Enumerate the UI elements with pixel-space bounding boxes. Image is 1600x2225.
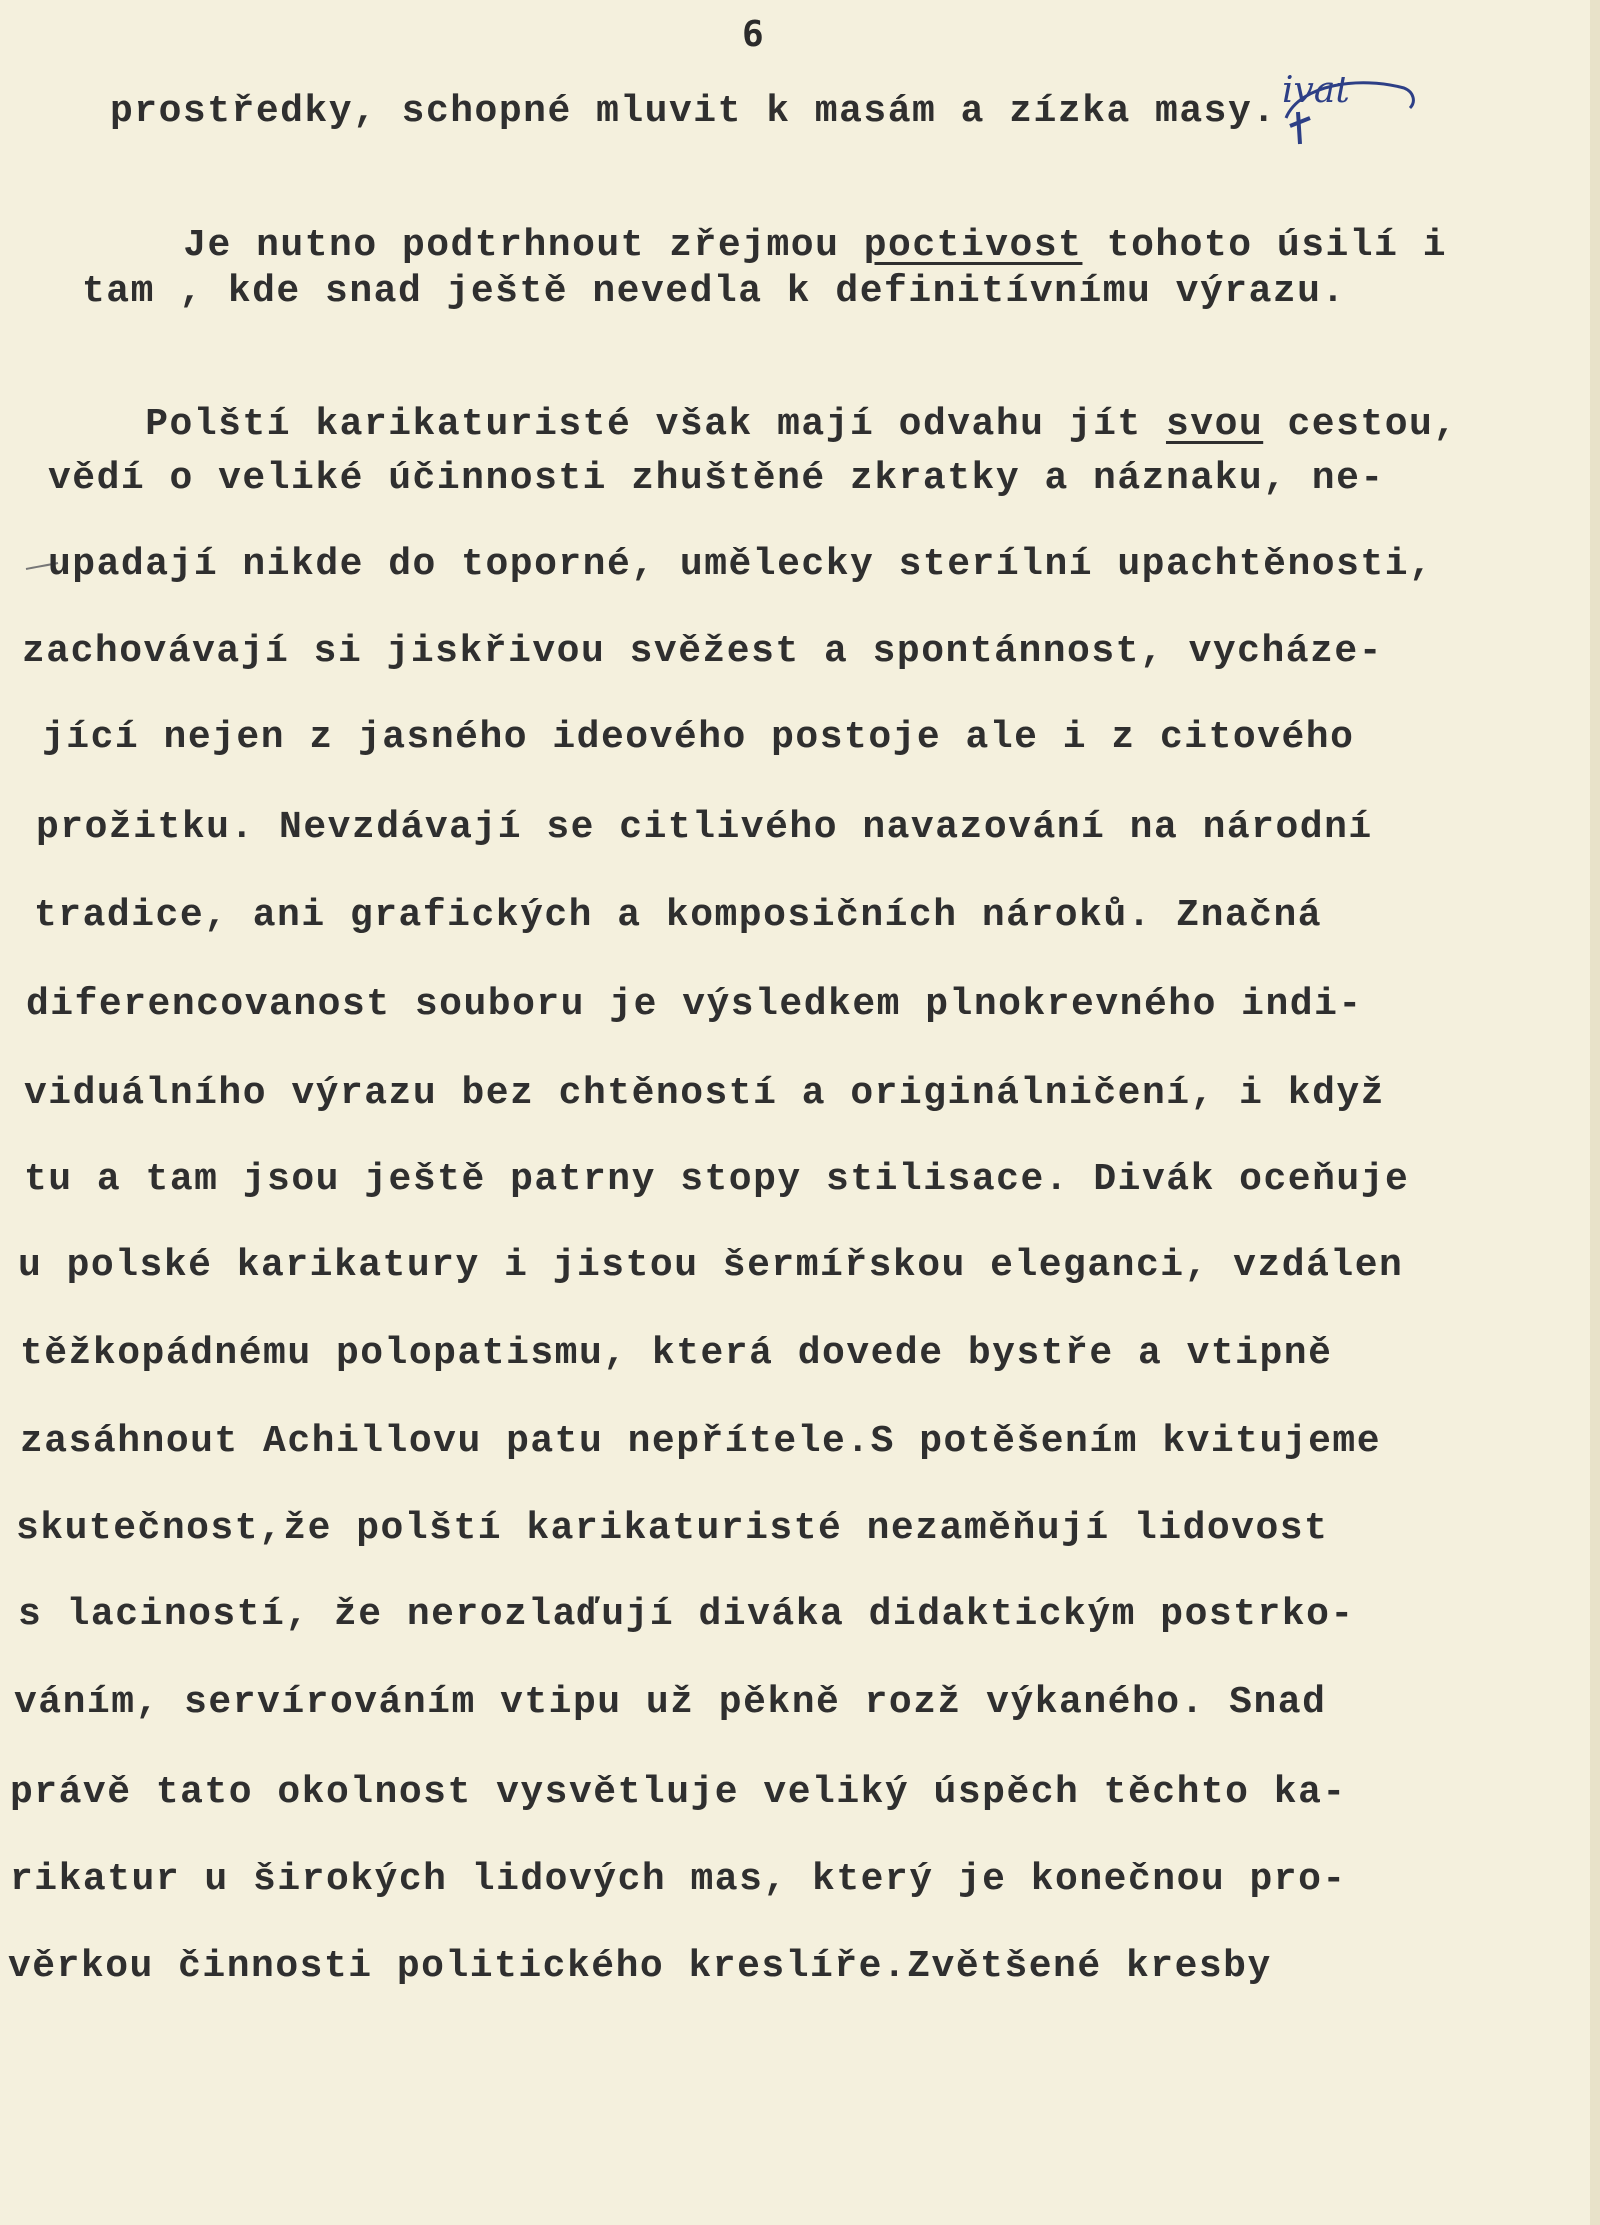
text-line: s laciností, že nerozlaďují diváka didaktickým postrko- [18, 1593, 1355, 1636]
text-line: tradice, ani grafických a komposičních nároků. Značná [34, 894, 1323, 937]
text-line: těžkopádnému polopatismu, která dovede bystře a vtipně [20, 1332, 1333, 1375]
text-line: tu a tam jsou ještě patrny stopy stilisace. Divák oceňuje [24, 1158, 1410, 1201]
text-line: diferencovanost souboru je výsledkem plnokrevného indi- [26, 983, 1363, 1026]
text-segment: cestou, [1263, 403, 1458, 446]
text-line: zachovávají si jiskřivou svěžest a spontánnost, vycháze- [22, 630, 1384, 673]
text-line: prožitku. Nevzdávají se citlivého navazování na národní [36, 806, 1373, 849]
underlined-word: poctivost [863, 224, 1083, 267]
handwritten-correction: ivat [1282, 70, 1350, 111]
text-line: vědí o veliké účinnosti zhuštěné zkratky a náznaku, ne- [48, 457, 1385, 500]
text-line: zasáhnout Achillovu patu nepřítele.S potěšením kvitujeme [20, 1420, 1382, 1463]
text-line: tam , kde snad ještě nevedla k definitívnímu výrazu. [82, 270, 1346, 313]
text-line: skutečnost,že polští karikaturisté nezaměňují lidovost [16, 1507, 1329, 1550]
text-line: prostředky, schopné mluvit k masám a zízka masy. [110, 90, 1277, 133]
page-number: 6 [742, 14, 764, 55]
text-line: upadají nikde do toporné, umělecky sterílní upachtěnosti, [48, 543, 1434, 586]
text-segment: Je nutno podtrhnout zřejmou [183, 224, 864, 267]
text-line: rikatur u širokých lidových mas, který je konečnou pro- [10, 1858, 1347, 1901]
text-segment: tohoto úsilí i [1082, 224, 1448, 267]
text-line: váním, servírováním vtipu už pěkně rozž výkaného. Snad [14, 1681, 1327, 1724]
text-line: viduálního výrazu bez chtěností a originálničení, i když [24, 1072, 1386, 1115]
text-line: u polské karikatury i jistou šermířskou eleganci, vzdálen [18, 1244, 1404, 1287]
text-line: jící nejen z jasného ideového postoje ale i z citového [42, 716, 1355, 759]
page-edge [1590, 0, 1600, 2225]
text-line: právě tato okolnost vysvětluje veliký úspěch těchto ka- [10, 1771, 1347, 1814]
underlined-word: svou [1165, 403, 1264, 446]
text-line: věrkou činnosti politického kreslíře.Zvětšené kresby [8, 1945, 1272, 1988]
text-segment: Polští karikaturisté však mají odvahu jít [145, 403, 1166, 446]
